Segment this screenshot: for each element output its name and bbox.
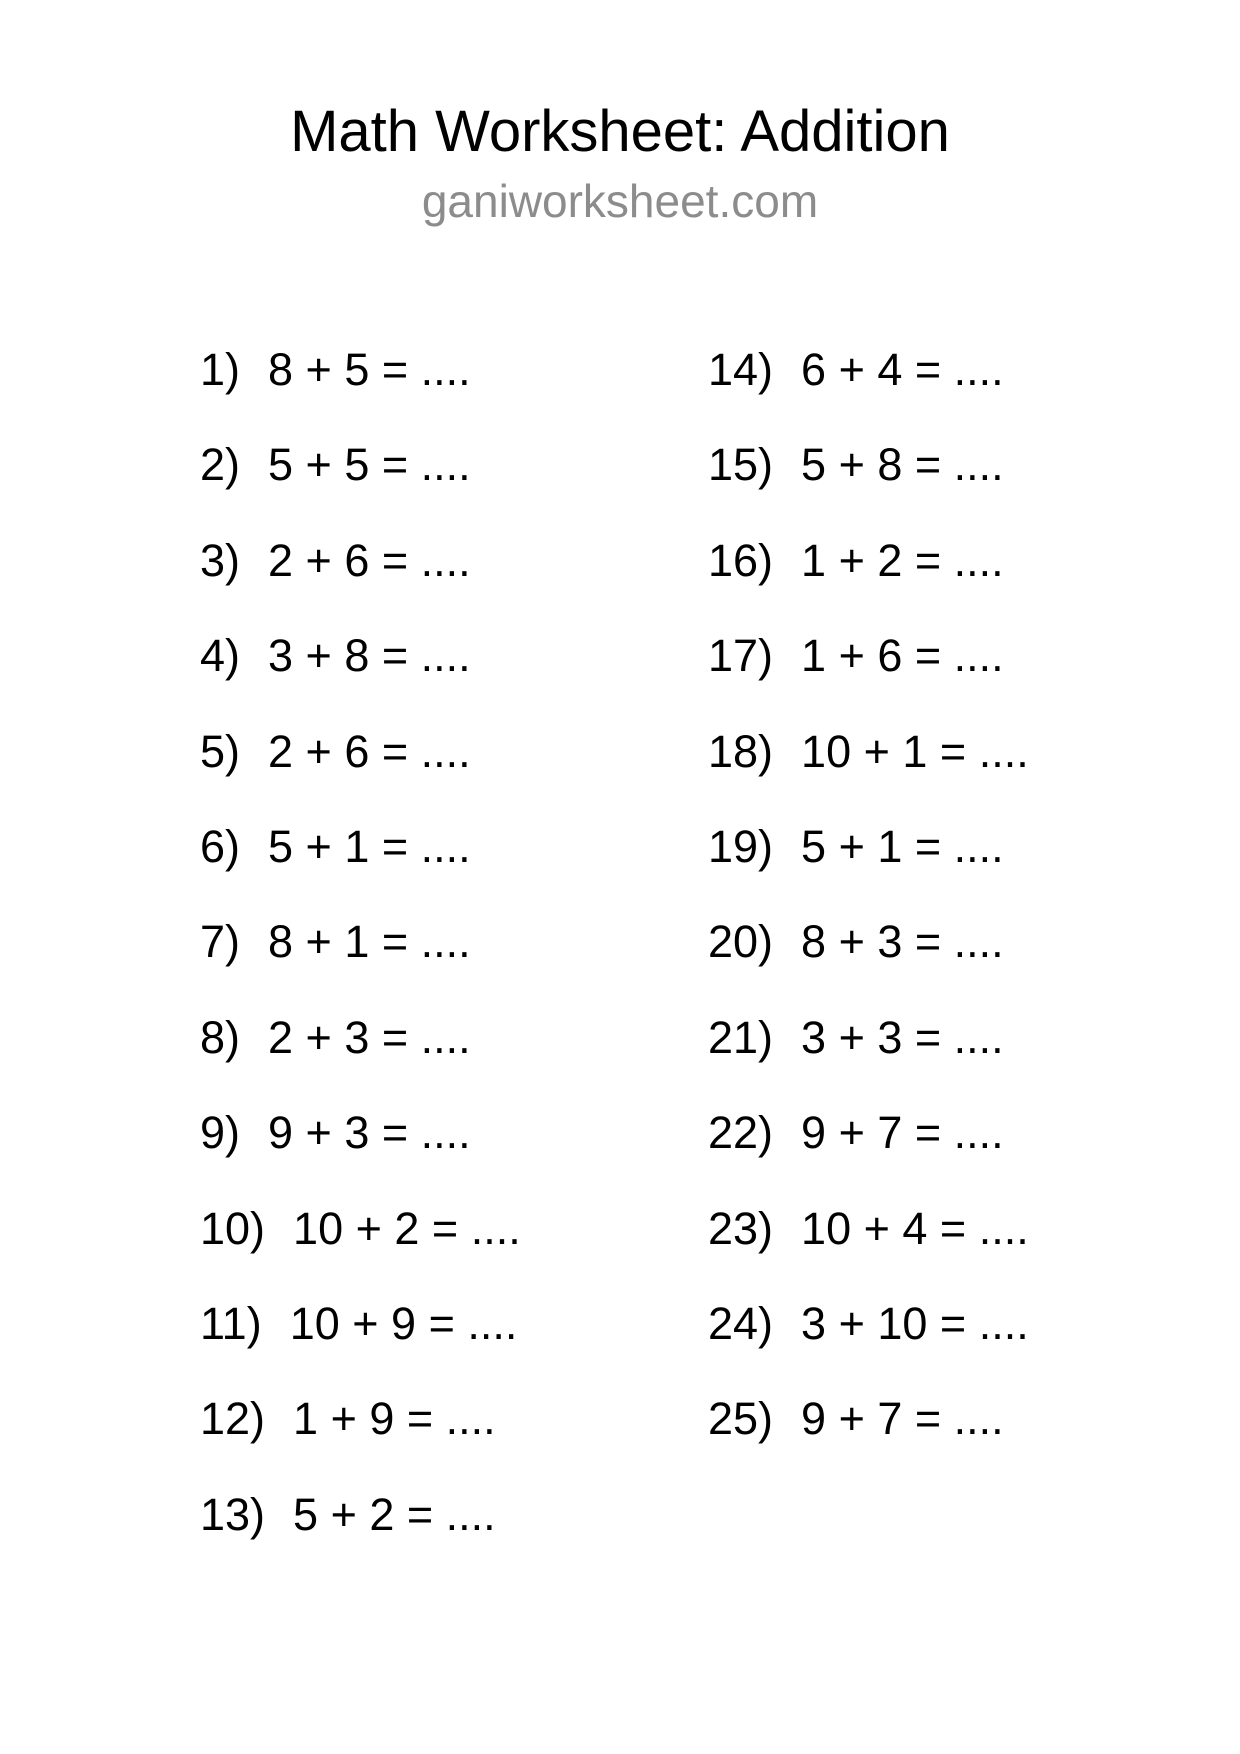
problem-row	[200, 439, 521, 491]
problem-row	[708, 439, 1029, 491]
problem-row	[708, 820, 1029, 872]
problem-number: 15)	[708, 439, 774, 491]
problem-number: 21)	[708, 1011, 774, 1063]
problem-row	[708, 630, 1029, 682]
problem-row	[200, 1202, 521, 1254]
problem-row	[200, 1011, 521, 1063]
problem-number: 8)	[200, 1011, 241, 1063]
problem-expression: 9 + 7 = ....	[801, 1107, 1004, 1159]
problem-row	[708, 1202, 1029, 1254]
website-text: ganiworksheet.com	[421, 175, 819, 227]
problem-expression: 1 + 6 = ....	[801, 630, 1004, 682]
problem-number: 22)	[708, 1107, 774, 1159]
problems-column-left	[200, 344, 521, 1587]
problem-expression: 10 + 2 = ....	[293, 1202, 521, 1254]
problem-expression: 10 + 4 = ....	[801, 1202, 1029, 1254]
problem-expression: 5 + 8 = ....	[801, 439, 1004, 491]
problem-number: 12)	[200, 1393, 266, 1445]
problem-expression: 8 + 3 = ....	[801, 916, 1004, 968]
problem-row	[708, 1107, 1029, 1159]
problem-expression: 3 + 8 = ....	[268, 630, 471, 682]
problem-row	[200, 1297, 521, 1349]
problem-expression: 1 + 2 = ....	[801, 534, 1004, 586]
problem-number: 1)	[200, 344, 241, 395]
problem-row	[200, 1393, 521, 1445]
problem-expression: 2 + 3 = ....	[268, 1011, 471, 1063]
problem-number: 20)	[708, 916, 774, 968]
problem-number: 17)	[708, 630, 774, 682]
problem-number: 10)	[200, 1202, 266, 1254]
problem-expression: 3 + 3 = ....	[801, 1011, 1004, 1063]
problem-expression: 3 + 10 = ....	[801, 1297, 1029, 1349]
problem-row	[200, 1488, 521, 1540]
problem-number: 18)	[708, 725, 774, 777]
problem-row	[200, 630, 521, 682]
problem-expression: 5 + 1 = ....	[801, 820, 1004, 872]
problem-expression: 10 + 1 = ....	[801, 725, 1029, 777]
problem-expression: 8 + 5 = ....	[268, 344, 471, 395]
problem-number: 13)	[200, 1488, 266, 1540]
problem-row	[200, 1107, 521, 1159]
problem-number: 24)	[708, 1297, 774, 1349]
problem-number: 19)	[708, 820, 774, 872]
problem-expression: 2 + 6 = ....	[268, 725, 471, 777]
problem-row	[200, 820, 521, 872]
problem-expression: 1 + 9 = ....	[293, 1393, 496, 1445]
problem-number: 16)	[708, 534, 774, 586]
problem-number: 5)	[200, 725, 241, 777]
problem-expression: 8 + 1 = ....	[268, 916, 471, 968]
problem-number: 11)	[200, 1297, 262, 1349]
problems-column-right	[708, 344, 1029, 1492]
problem-row	[708, 1011, 1029, 1063]
problem-row	[200, 916, 521, 968]
problem-row	[200, 344, 521, 395]
problem-expression: 10 + 9 = ....	[289, 1297, 518, 1349]
problem-row	[708, 1297, 1029, 1349]
problem-expression: 6 + 4 = ....	[801, 344, 1004, 395]
problem-expression: 9 + 3 = ....	[268, 1107, 471, 1159]
problem-row	[708, 1393, 1029, 1445]
problem-expression: 5 + 5 = ....	[268, 439, 471, 491]
problem-number: 25)	[708, 1393, 774, 1445]
problem-expression: 9 + 7 = ....	[801, 1393, 1004, 1445]
problem-number: 7)	[200, 916, 241, 968]
problem-row	[708, 344, 1029, 395]
problem-number: 4)	[200, 630, 241, 682]
problem-number: 9)	[200, 1107, 241, 1159]
problem-number: 3)	[200, 534, 241, 586]
problem-row	[708, 725, 1029, 777]
problem-number: 2)	[200, 439, 241, 491]
problem-number: 6)	[200, 820, 241, 872]
problem-row	[200, 534, 521, 586]
problem-expression: 5 + 1 = ....	[268, 820, 471, 872]
problem-expression: 2 + 6 = ....	[268, 534, 471, 586]
problem-row	[708, 916, 1029, 968]
problem-expression: 5 + 2 = ....	[293, 1488, 496, 1540]
problem-number: 23)	[708, 1202, 774, 1254]
problem-row	[200, 725, 521, 777]
page-title: Math Worksheet: Addition	[290, 99, 950, 164]
problem-row	[708, 534, 1029, 586]
problem-number: 14)	[708, 344, 774, 395]
